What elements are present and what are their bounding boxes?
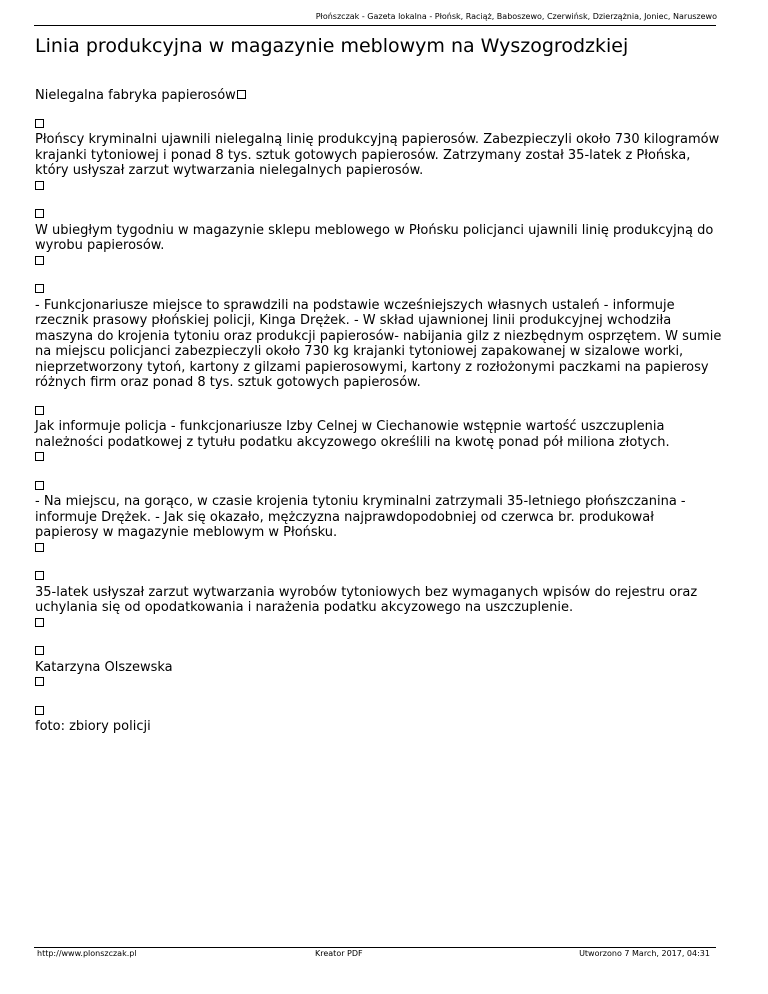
missing-glyph-icon [35,256,44,265]
paragraph-line: maszyna do krojenia tytoniu oraz produkcji papierosów- nabijania gilz z niezbędnym osprzętem. W sumie [35,328,722,344]
paragraph-line: Jak informuje policja - funkcjonariusze Izby Celnej w Ciechanowie wstępnie wartość uszczuplenia [35,419,665,434]
missing-glyph-icon [35,284,44,293]
article-lead-paragraph [35,88,717,104]
paragraph-close-marker [35,450,717,466]
paragraph-5 [35,479,717,557]
paragraph-open-marker [35,644,717,660]
article-title: Linia produkcyjna w magazynie meblowym na Wyszogrodzkiej [35,35,629,57]
paragraph-line: należności podatkowej z tytułu podatku akcyzowego określili na kwotę ponad pół miliona złotych. [35,434,670,450]
paragraph-line: różnych firm oraz ponad 8 tys. sztuk gotowych papierosów. [35,375,421,390]
author-paragraph [35,644,717,691]
paragraph-line: uchylania się od opodatkowania i narażenia podatku akcyzowego na uszczuplenie. [35,600,574,615]
footer-divider [34,947,716,948]
footer-url-link[interactable]: http://www.plonszczak.pl [37,949,137,958]
paragraph-open-marker [35,479,717,495]
footer-created-date: Utworzono 7 March, 2017, 04:31 [579,949,710,958]
missing-glyph-icon [35,452,44,461]
article-lead: Nielegalna fabryka papierosów [35,88,236,103]
paragraph-line: rzecznik prasowy płońskiej policji, Kinga Drężek. - W skład ujawnionej linii produkcyjnej wchodziła [35,313,672,328]
paragraph-6 [35,569,717,631]
article-author: Katarzyna Olszewska [35,659,173,675]
paragraph-line: papierosy w magazynie meblowym w Płońsku. [35,525,338,540]
paragraph-2 [35,207,717,269]
paragraph-line: informuje Drężek. - Jak się okazało, mężczyzna najprawdopodobniej od czerwca br. produkował [35,509,654,525]
paragraph-line: 35-latek usłyszał zarzut wytwarzania wyrobów tytoniowych bez wymaganych wpisów do rejestru oraz [35,584,698,600]
lead-line [35,88,717,104]
article-body [35,88,722,748]
paragraph-line: - Funkcjonariusze miejsce to sprawdzili na podstawie wcześniejszych własnych ustaleń - informuje [35,297,675,313]
missing-glyph-icon [35,481,44,490]
paragraph-line: Płońscy kryminalni ujawnili nielegalną linię produkcyjną papierosów. Zabezpieczyli około 730 kilogramów [35,132,720,147]
photo-credit: foto: zbiory policji [35,719,151,734]
paragraph-close-marker [35,541,717,557]
missing-glyph-icon [35,618,44,627]
photo-credit-paragraph [35,704,717,735]
missing-glyph-icon [35,571,44,580]
missing-glyph-icon [35,181,44,190]
paragraph-open-marker [35,207,717,223]
header-divider [34,25,716,26]
missing-glyph-icon [35,543,44,552]
missing-glyph-icon [35,406,44,415]
paragraph-open-marker [35,282,717,298]
paragraph-open-marker [35,117,717,133]
missing-glyph-icon [35,677,44,686]
paragraph-1 [35,117,720,195]
paragraph-close-marker [35,616,717,632]
paragraph-3 [35,282,722,391]
paragraph-open-marker [35,704,717,720]
missing-glyph-icon [237,90,246,99]
paragraph-line: - Na miejscu, na gorąco, w czasie krojenia tytoniu kryminalni zatrzymali 35-letniego płońszczanina - [35,494,686,509]
paragraph-line: krajanki tytoniowej i ponad 8 tys. sztuk gotowych papierosów. Zatrzymany został 35-latek z Płońska, [35,147,691,163]
missing-glyph-icon [35,119,44,128]
paragraph-close-marker [35,254,717,270]
paragraph-open-marker [35,404,717,420]
paragraph-4 [35,404,717,466]
paragraph-open-marker [35,569,717,585]
missing-glyph-icon [35,646,44,655]
paragraph-close-marker [35,675,717,691]
paragraph-line: wyrobu papierosów. [35,238,165,253]
paragraph-line: nieprzetworzony tytoń, kartony z gilzami papierosowymi, kartony z rozłożonymi paczkami na papierosy [35,359,709,375]
paragraph-line: na miejscu policjanci zabezpieczyli około 730 kg krajanki tytoniowej zapakowanej w sizalowe worki, [35,344,684,359]
footer-creator: Kreator PDF [315,949,363,958]
missing-glyph-icon [35,706,44,715]
paragraph-close-marker [35,179,717,195]
page-header-site-line: Płońszczak - Gazeta lokalna - Płońsk, Raciąż, Baboszewo, Czerwińsk, Dzierzążnia, Joniec, Naruszewo [315,12,717,21]
paragraph-line: który usłyszał zarzut wytwarzania nielegalnych papierosów. [35,163,424,178]
paragraph-line: W ubiegłym tygodniu w magazynie sklepu meblowego w Płońsku policjanci ujawnili linię produkcyjną do [35,222,714,238]
missing-glyph-icon [35,209,44,218]
